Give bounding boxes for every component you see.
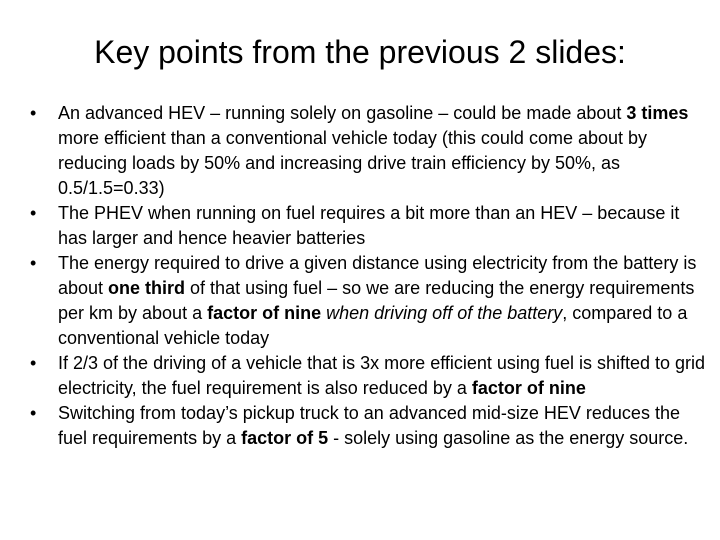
bullet-emphasis-bold: factor of nine [207,303,322,323]
bullet-item [30,251,705,351]
bullet-list [30,101,705,451]
bullet-item [30,351,705,401]
bullet-emphasis-bold: factor of nine [471,378,586,398]
bullet-text [58,403,688,448]
bullet-text [58,103,688,198]
bullet-marker: • [30,103,37,123]
bullet-text [58,203,679,248]
bullet-text [58,353,705,398]
bullet-text-segment: An advanced HEV – running solely on gasoline – could be made about [58,103,627,123]
bullet-text-segment: Switching from today’s pickup truck to an advanced mid-size HEV reduces the fuel requirements by a [58,403,680,448]
bullet-item [30,401,705,451]
bullet-text-segment: The energy required to drive a given distance using electricity from the battery is about [58,253,697,298]
bullet-text-segment: The PHEV when running on fuel requires a bit more than an HEV – because it has larger and hence heavier batteries [58,203,680,248]
slide-title: Key points from the previous 2 slides: [94,34,626,70]
bullet-item [30,101,705,201]
bullet-marker: • [30,403,37,423]
bullet-text-segment: If 2/3 of the driving of a vehicle that is 3x more efficient using fuel is shifted to grid electricity, the fuel requirement is also reduced by a [58,353,706,398]
bullet-text-segment: - solely using gasoline as the energy source. [328,428,689,448]
bullet-emphasis-bold: one third [108,278,186,298]
bullet-text [58,253,696,348]
bullet-emphasis-italic: when driving off of the battery [326,303,563,323]
bullet-marker: • [30,203,37,223]
bullet-text-segment: more efficient than a conventional vehicle today (this could come about by reducing loads by 50% and increasing drive train efficiency by 50%, as 0.5/1.5=0.33) [58,128,648,198]
bullet-emphasis-bold: 3 times [626,103,689,123]
bullet-item [30,201,705,251]
bullet-text-segment: , compared to a conventional vehicle today [58,303,688,348]
bullet-text-segment: of that using fuel – so we are reducing the energy requirements per km by about a [58,278,695,323]
bullet-marker: • [30,353,37,373]
bullet-emphasis-bold: factor of 5 [241,428,329,448]
bullet-marker: • [30,253,37,273]
